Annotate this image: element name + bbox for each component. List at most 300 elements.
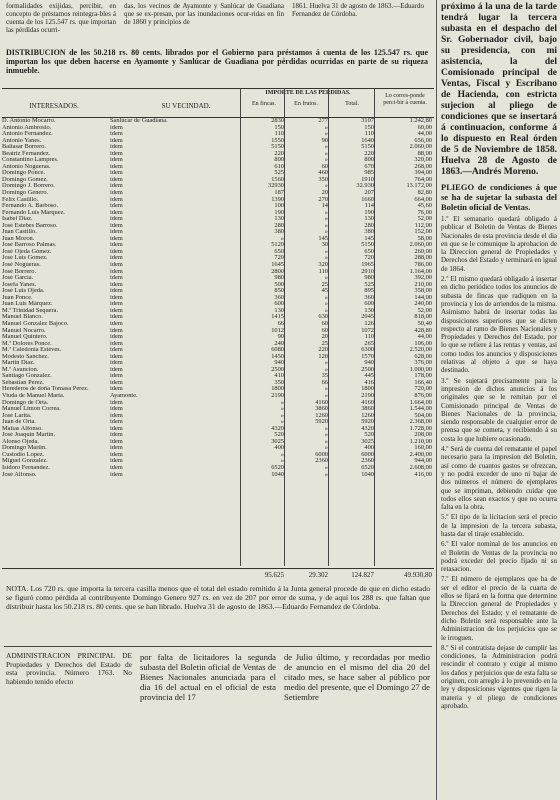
cell-total: 1040	[361, 471, 374, 478]
cell-frutos: »	[324, 425, 328, 432]
cell-frutos: 66	[321, 379, 328, 386]
cell-name: Domingo J. Borrero.	[2, 183, 55, 190]
cell-fincas: »	[280, 451, 284, 458]
cell-town: Sanlúcar de Guadiana.	[110, 118, 168, 124]
cell-name: Modesto Sanchez.	[2, 353, 49, 360]
cell-frutos: 60	[321, 320, 328, 327]
cell-town: idem	[110, 340, 123, 347]
cell-frutos: 120	[318, 353, 328, 360]
cell-name: José Nogueras.	[2, 262, 41, 269]
cell-town: idem	[110, 222, 123, 229]
cell-fincas: 1550	[271, 137, 284, 144]
cell-frutos: »	[324, 209, 328, 216]
cell-total: 985	[364, 170, 374, 177]
total-total: 124.827	[351, 571, 374, 579]
cell-cuenta: 944,00	[414, 458, 432, 465]
cell-town: idem	[110, 150, 123, 157]
cell-cuenta: 2.608,00	[409, 464, 432, 471]
cell-total: 207	[364, 190, 374, 197]
cell-cuenta: 818,00	[414, 314, 432, 321]
cell-cuenta: 1.242,80	[409, 118, 432, 124]
cell-town: idem	[110, 419, 123, 426]
cell-total: 110	[364, 334, 374, 341]
cell-fincas: »	[280, 235, 284, 242]
cell-name: Antonio Ambrosio.	[2, 124, 52, 131]
cell-frutos: 110	[318, 268, 328, 275]
cell-total: 130	[364, 307, 374, 314]
cell-name: Antonio Fernandez.	[2, 131, 53, 138]
cell-name: Josefa Yanes.	[2, 281, 37, 288]
cell-town: idem	[110, 203, 123, 210]
cell-fincas: 90	[277, 334, 284, 341]
cell-fincas: 1415	[271, 314, 284, 321]
header-interesados: INTERESADOS.	[29, 102, 79, 110]
cell-name: Domingo de Orta.	[2, 399, 49, 406]
cell-name: D. Antonio Mocarro.	[2, 118, 56, 124]
cell-name: Domingo Genero.	[2, 190, 49, 197]
cell-fincas: 2500	[271, 366, 284, 373]
cell-town: idem	[110, 157, 123, 164]
cell-fincas: 850	[274, 288, 284, 295]
cell-cuenta: 392,00	[414, 275, 432, 282]
cell-cuenta: 504,00	[414, 412, 432, 419]
cell-fincas: 6520	[271, 464, 284, 471]
cell-frutos: 320	[318, 262, 328, 269]
cell-frutos: »	[324, 386, 328, 393]
cell-total: 6000	[361, 451, 374, 458]
cell-frutos: »	[324, 392, 328, 399]
condition-8: 8.º Si el contratista dejase de cumplir las condiciones, la Administracion podrá rescindir el contrato y exigir al mismo los daños y perjuicios que de esta falta se originen, con arreglo á lo prevenido en la ley y disposiciones vigentes que rigen la materia y el pliego de condiciones aprobado.	[441, 643, 557, 710]
cell-frutos: 630	[318, 314, 328, 321]
cell-cuenta: 1.164,00	[409, 268, 432, 275]
cell-fincas: 525	[274, 170, 284, 177]
cell-total: 445	[364, 373, 374, 380]
cell-name: Manuel Quintero.	[2, 334, 48, 341]
cell-fincas: 410	[274, 373, 284, 380]
cell-frutos: »	[324, 229, 328, 236]
cell-cuenta: 394,00	[414, 170, 432, 177]
cell-cuenta: 52,00	[417, 216, 432, 223]
cell-name: Antonio Nogueras.	[2, 163, 51, 170]
right-column	[441, 2, 557, 798]
cell-total: 1660	[361, 196, 374, 203]
cell-name: Domingo Gomez.	[2, 176, 48, 183]
cell-cuenta: 1.664,00	[409, 399, 432, 406]
cell-cuenta: 786,00	[414, 262, 432, 269]
cell-total: 1640	[361, 137, 374, 144]
cell-frutos: 14	[321, 203, 328, 210]
cell-name: José Barroso Palmas.	[2, 242, 57, 249]
cell-name: Manuel Blanco.	[2, 314, 43, 321]
cell-cuenta: 106,00	[414, 340, 432, 347]
cell-fincas: 5120	[271, 242, 284, 249]
cell-cuenta: 656,00	[414, 137, 432, 144]
cell-name: Juan Luis Márquez.	[2, 301, 53, 308]
cell-fincas: 500	[274, 281, 284, 288]
cell-frutos: »	[324, 144, 328, 151]
cell-cuenta: 2.520,00	[409, 347, 432, 354]
cell-frutos: »	[324, 183, 328, 190]
cell-name: Antonio Yanes.	[2, 137, 42, 144]
cell-cuenta: 208,00	[414, 432, 432, 439]
cell-town: idem	[110, 183, 123, 190]
cell-frutos: »	[324, 157, 328, 164]
cell-frutos: »	[324, 366, 328, 373]
cell-total: 980	[364, 275, 374, 282]
cell-town: idem	[110, 216, 123, 223]
cell-fincas: 610	[274, 163, 284, 170]
cell-town: idem	[110, 124, 123, 131]
cell-frutos: »	[324, 471, 328, 478]
cell-frutos: 270	[318, 196, 328, 203]
cell-town: idem	[110, 307, 123, 314]
cell-town: idem	[110, 248, 123, 255]
cell-fincas: 650	[274, 248, 284, 255]
cell-name: José Luis Ojeda.	[2, 288, 45, 295]
cell-total: 1910	[361, 176, 374, 183]
cell-town: idem	[110, 209, 123, 216]
cell-total: 6300	[361, 347, 374, 354]
cell-town: idem	[110, 412, 123, 419]
bottom-divider	[4, 646, 432, 647]
cell-total: 1570	[361, 353, 374, 360]
cell-cuenta: 166,40	[414, 379, 432, 386]
cell-frutos: 3860	[315, 406, 328, 413]
cell-frutos: »	[324, 464, 328, 471]
cell-name: José Luis Gomez.	[2, 255, 48, 262]
cell-fincas: 220	[274, 150, 284, 157]
table-row	[2, 472, 432, 479]
cell-cuenta: 160,00	[414, 445, 432, 452]
cell-frutos: 25	[321, 281, 328, 288]
cell-frutos: 4160	[315, 399, 328, 406]
condition-3: 3.º Se sujetará precisamente para la impresion de dichos anuncios á los originales que se le remitan por el Comisionado principal de Ventas de Bienes Nacionales de la provincia, siendo responsable de cualquier error de prensa que se cometa, y recibiendo á su costa lo que hubiere ocasionado.	[441, 376, 557, 443]
cell-total: 720	[364, 255, 374, 262]
cell-cuenta: 664,00	[414, 196, 432, 203]
cell-total: 380	[364, 229, 374, 236]
cell-fincas: 6080	[271, 347, 284, 354]
cell-frutos: 5920	[315, 419, 328, 426]
cell-total: 5920	[361, 419, 374, 426]
cell-frutos: 220	[318, 347, 328, 354]
cell-frutos: »	[324, 432, 328, 439]
total-cuenta: 49.930,80	[404, 571, 432, 579]
cell-name: José Estebes Barroso.	[2, 222, 58, 229]
cell-fincas: 3025	[271, 438, 284, 445]
cell-frutos: 25	[321, 340, 328, 347]
cell-name: Custodio Lopez.	[2, 451, 45, 458]
cell-name: José Joaquin Martin.	[2, 432, 56, 439]
cell-cuenta: 44,00	[417, 334, 432, 341]
cell-town: idem	[110, 438, 123, 445]
cell-cuenta: 1.210,00	[409, 438, 432, 445]
cell-cuenta: 13.172,00	[406, 183, 432, 190]
bottom-column-1: ADMINISTRACION PRINCIPAL DE Propiedades y Derechos del Estado de esta provincia. Número 1763. No habiendo tenido efecto	[6, 652, 132, 686]
cell-fincas: »	[280, 412, 284, 419]
cell-name: José Larita.	[2, 412, 32, 419]
cell-name: Sebastian Perez.	[2, 379, 44, 386]
cell-town: idem	[110, 366, 123, 373]
cell-name: José Borrero.	[2, 268, 37, 275]
cell-cuenta: 1.728,00	[409, 425, 432, 432]
cell-frutos: 90	[321, 137, 328, 144]
cell-cuenta: 376,00	[414, 360, 432, 367]
header-frutos: En frutos.	[294, 101, 318, 107]
cell-town: idem	[110, 379, 123, 386]
cell-name: Fernando A. Barboso.	[2, 203, 59, 210]
cell-cuenta: 358,00	[414, 288, 432, 295]
cell-name: Domingo Ponce.	[2, 170, 45, 177]
cell-total: 670	[364, 163, 374, 170]
cell-total: 3860	[361, 406, 374, 413]
nota-paragraph: NOTA. Los 720 rs. que importa la tercera casilla menos que el total del estado remitido á la Junta general procede de que en dicho estado se figuró como pérdida al contribuyente Domingo Genero 927 rs. en vez de 207 por error de suma, y de aquí los 288 rs. que faltan que distribuir hasta los 50.218 rs. 80 cents. que se han librado. Huelva 31 de agosto de 1863.—Eduardo Fernandez de Córdoba.	[6, 584, 430, 612]
cell-town: idem	[110, 190, 123, 197]
cell-total: 600	[364, 301, 374, 308]
cell-fincas: 240	[274, 340, 284, 347]
cell-total: 220	[364, 150, 374, 157]
cell-total: 145	[364, 235, 374, 242]
cell-cuenta: 2.060,00	[409, 242, 432, 249]
cell-total: 5150	[361, 242, 374, 249]
cell-frutos: »	[324, 222, 328, 229]
total-fincas: 95.625	[264, 571, 284, 579]
cell-name: Juan Castillo.	[2, 229, 37, 236]
cell-cuenta: 288,00	[414, 255, 432, 262]
condition-1: 1.º El semanario quedará obligado á publicar el Boletin de Ventas de Bienes Nacionales de esta provincia desde el dia en que se le comunique la aprobacion de la Direccion general de Propiedades y Derechos del Estado y terminará en igual de 1864.	[441, 215, 557, 273]
cell-town: idem	[110, 196, 123, 203]
cell-name: Juan Moron.	[2, 235, 35, 242]
cell-cuenta: 764,00	[414, 176, 432, 183]
cell-cuenta: 876,00	[414, 392, 432, 399]
cell-frutos: 60	[321, 163, 328, 170]
cell-name: Beatriz Fernandez.	[2, 150, 51, 157]
cell-town: idem	[110, 451, 123, 458]
pliego-heading: PLIEGO de condiciones á que se ha de sujetar la subasta del Boletin oficial de Ventas.	[441, 182, 557, 212]
cell-fincas: 360	[274, 294, 284, 301]
cell-fincas: 350	[274, 379, 284, 386]
cell-fincas: 2190	[271, 392, 284, 399]
cell-cuenta: 260,00	[414, 248, 432, 255]
distribution-rows	[2, 118, 432, 478]
cell-name: Isidoro Fernandez.	[2, 464, 50, 471]
cell-cuenta: 268,00	[414, 163, 432, 170]
cell-cuenta: 50,40	[417, 320, 432, 327]
total-frutos: 29.302	[308, 571, 328, 579]
cell-fincas: 400	[274, 445, 284, 452]
cell-frutos: 1260	[315, 412, 328, 419]
cell-fincas: 66	[277, 320, 284, 327]
cell-town: idem	[110, 399, 123, 406]
cell-fincas: »	[280, 458, 284, 465]
cell-cuenta: 45,60	[417, 203, 432, 210]
cell-town: idem	[110, 275, 123, 282]
cell-town: idem	[110, 464, 123, 471]
cell-cuenta: 2.368,00	[409, 419, 432, 426]
cell-total: 400	[364, 445, 374, 452]
cell-town: idem	[110, 235, 123, 242]
cell-town: idem	[110, 353, 123, 360]
cell-town: idem	[110, 445, 123, 452]
cell-fincas: 980	[274, 275, 284, 282]
cell-frutos: »	[324, 360, 328, 367]
cell-fincas: 1560	[271, 176, 284, 183]
cell-town: Ayamonte.	[110, 392, 138, 399]
cell-town: idem	[110, 334, 123, 341]
cell-total: 190	[364, 209, 374, 216]
cell-town: idem	[110, 176, 123, 183]
cell-fincas: 100	[274, 203, 284, 210]
cell-total: 2190	[361, 392, 374, 399]
cell-fincas: »	[280, 399, 284, 406]
cell-cuenta: 82,80	[417, 190, 432, 197]
table-header	[2, 88, 434, 118]
cell-name: Baltasar Borrero.	[2, 144, 47, 151]
cell-cuenta: 44,00	[417, 131, 432, 138]
cell-name: Martin Díaz.	[2, 360, 35, 367]
cell-name: Santiago Gonzalez.	[2, 373, 52, 380]
cell-total: 520	[364, 432, 374, 439]
cell-cuenta: 152,00	[414, 229, 432, 236]
cell-town: idem	[110, 386, 123, 393]
cell-fincas: 600	[274, 301, 284, 308]
cell-frutos: 35	[321, 373, 328, 380]
cell-frutos: 20	[321, 334, 328, 341]
cell-fincas: 130	[274, 307, 284, 314]
cell-town: idem	[110, 458, 123, 465]
cell-total: 3107	[361, 118, 374, 124]
cell-cuenta: 88,00	[417, 150, 432, 157]
cell-total: 3025	[361, 438, 374, 445]
cell-name: Manuel Gonzalez Bajoco.	[2, 320, 69, 327]
cell-town: idem	[110, 170, 123, 177]
distribution-heading: DISTRIBUCION de los 50.218 rs. 80 cents. librados por el Gobierno para préstamos á cuenta de los 125.547 rs. que importan los que deben hacerse en Ayamonte y Sanlúcar de Guadiana por pérdidas ocurridas en parte de su riqueza inmueble.	[6, 48, 428, 75]
cell-name: José Ojeda Gómez.	[2, 248, 52, 255]
cell-town: idem	[110, 294, 123, 301]
cell-frutos: 30	[321, 242, 328, 249]
cell-frutos: »	[324, 150, 328, 157]
cell-cuenta: 720,00	[414, 386, 432, 393]
cell-cuenta: 320,00	[414, 157, 432, 164]
cell-total: 110	[364, 131, 374, 138]
cell-name: Matías Alfonso.	[2, 425, 43, 432]
cell-frutos: 45	[321, 288, 328, 295]
cell-total: 416	[364, 379, 374, 386]
bottom-column-2: por falta de licitadores la segunda subasta del Boletin oficial de Ventas de Bienes Nacionales anunciada para el dia 16 del actual en el oficial de esta provincia del 17	[140, 652, 276, 702]
cell-fincas: 1040	[271, 471, 284, 478]
cell-name: Juan Ponce.	[2, 294, 33, 301]
cell-fincas: 187	[274, 190, 284, 197]
cell-total: 126	[364, 320, 374, 327]
cell-town: idem	[110, 406, 123, 413]
top-column-1: formalidades exijidas, percibir, en concepto de préstamos reintegra-bles á cuenta de los 125.547 rs. que importan las pérdidas ocurri-	[6, 2, 116, 34]
header-corresponde: Lo corres-ponde perci-bir á cuenta.	[383, 93, 427, 106]
cell-total: 2500	[361, 366, 374, 373]
cell-fincas: 1450	[271, 353, 284, 360]
cell-name: M.ª Caledonia Estéves.	[2, 347, 62, 354]
cell-cuenta: 628,00	[414, 353, 432, 360]
cell-town: idem	[110, 281, 123, 288]
cell-name: Juan de Orta.	[2, 419, 36, 426]
header-perdidas: IMPORTE DE LAS PERDIDAS.	[265, 90, 351, 96]
cell-total: 2045	[361, 314, 374, 321]
cell-fincas: 150	[274, 124, 284, 131]
cell-frutos: »	[324, 131, 328, 138]
cell-fincas: 1645	[271, 262, 284, 269]
cell-town: idem	[110, 242, 123, 249]
cell-total: 360	[364, 294, 374, 301]
cell-cuenta: 144,00	[414, 294, 432, 301]
cell-total: 114	[364, 203, 374, 210]
cell-fincas: 2830	[271, 118, 284, 124]
cell-total: 32.930	[356, 183, 374, 190]
cell-name: M.ª Dolores Ponce.	[2, 340, 52, 347]
cell-total: 6520	[361, 464, 374, 471]
cell-name: José García.	[2, 275, 34, 282]
cell-frutos: »	[324, 275, 328, 282]
cell-frutos: 60	[321, 327, 328, 334]
cell-name: Domingo Martin.	[2, 445, 47, 452]
cell-fincas: »	[280, 419, 284, 426]
cell-name: Constantino Lampres.	[2, 157, 59, 164]
cell-town: idem	[110, 268, 123, 275]
cell-town: idem	[110, 471, 123, 478]
cell-name: M.ª Trinidad Sequera.	[2, 307, 59, 314]
cell-name: Felix Castillo.	[2, 196, 39, 203]
condition-5: 5.º El tipo de la licitacion será el precio de la impresion de la tercera subasta, hasta dar el tiraje establecido.	[441, 513, 557, 538]
cell-frutos: »	[324, 294, 328, 301]
cell-name: Herederos de doña Tomasa Perez.	[2, 386, 89, 393]
cell-frutos: »	[324, 124, 328, 131]
cell-fincas: 1390	[271, 196, 284, 203]
cell-total: 2360	[361, 458, 374, 465]
cell-total: 5150	[361, 144, 374, 151]
cell-fincas: 1800	[271, 386, 284, 393]
cell-frutos: 460	[318, 170, 328, 177]
cell-town: idem	[110, 229, 123, 236]
cell-town: idem	[110, 301, 123, 308]
header-vecindad: SU VECINDAD.	[161, 102, 211, 110]
header-fincas: En fincas.	[252, 101, 276, 107]
auction-announcement: próximo á la una de la tarde tendrá lugar la tercera subasta en el despacho del Sr. Gobernador civil, bajo su presidencia, con mi asistencia, la del Comisionado principal de Ventas, Fiscal y Escribano de Hacienda, con estricta sujecion al pliego de condiciones que se insertará á continuacion, conforme á lo dispuesto en Real órden de 5 de Noviembre de 1858. Huelva 28 de Agosto de 1863.—Andrés Moreno.	[441, 2, 557, 177]
cell-name: Fernando Luis Márquez.	[2, 209, 66, 216]
cell-frutos: 350	[318, 176, 328, 183]
cell-fincas: 1012	[271, 327, 284, 334]
cell-total: 525	[364, 281, 374, 288]
cell-cuenta: 2.060,00	[409, 144, 432, 151]
cell-cuenta: 416,00	[414, 471, 432, 478]
cell-name: Isabel Diaz.	[2, 216, 33, 223]
condition-6: 6.º El valor nominal de los anuncios en el Boletin de Ventas de la provincia no podrá exceder del precio fijado ni su retasacion.	[441, 540, 557, 574]
cell-total: 280	[364, 222, 374, 229]
cell-name: Viuda de Manuel Marta.	[2, 392, 65, 399]
cell-total: 1072	[361, 327, 374, 334]
cell-cuenta: 210,00	[414, 281, 432, 288]
cell-fincas: 2800	[271, 268, 284, 275]
cell-town: idem	[110, 262, 123, 269]
cell-total: 895	[364, 288, 374, 295]
cell-town: idem	[110, 320, 123, 327]
cell-total: 1260	[361, 412, 374, 419]
cell-town: idem	[110, 360, 123, 367]
cell-town: idem	[110, 137, 123, 144]
condition-7: 7.º El número de ejemplares que ha de ser el editor el precio de la cuarta de ellos se fijará en la forma que determine la Direccion general de Propiedades y Derechos del Estado; y el rematante de dicho Boletin será responsable ante la Administracion de los perjuicios que se le irroguen.	[441, 575, 557, 642]
cell-town: idem	[110, 425, 123, 432]
cell-town: idem	[110, 163, 123, 170]
cell-fincas: 520	[274, 432, 284, 439]
cell-total: 1800	[361, 386, 374, 393]
cell-frutos: »	[324, 216, 328, 223]
cell-fincas: 800	[274, 157, 284, 164]
